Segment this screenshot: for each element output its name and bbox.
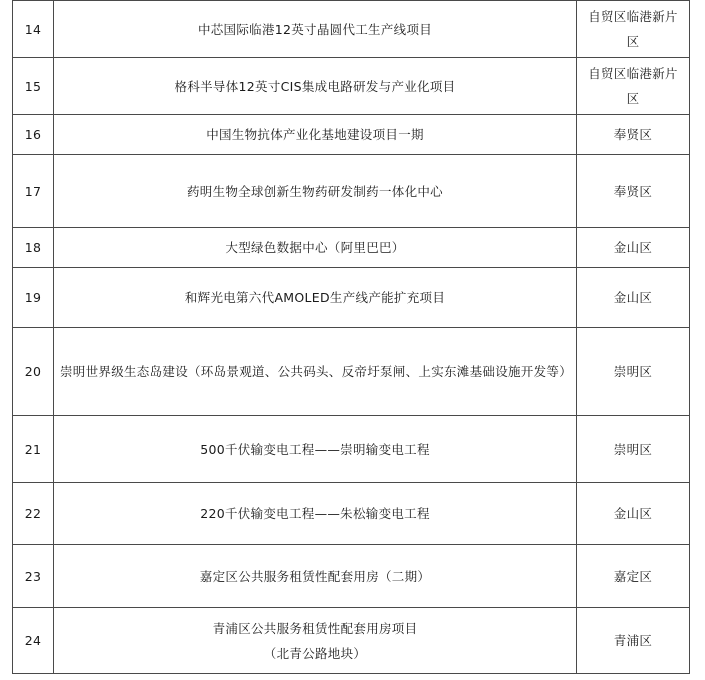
table-row xyxy=(13,416,690,483)
project-table xyxy=(12,0,690,674)
project-region: 崇明区 xyxy=(577,328,690,416)
table-row xyxy=(13,545,690,608)
row-number: 16 xyxy=(13,115,54,155)
table-row xyxy=(13,155,690,228)
project-name: 嘉定区公共服务租赁性配套用房（二期） xyxy=(54,545,577,608)
project-region: 嘉定区 xyxy=(577,545,690,608)
project-region: 崇明区 xyxy=(577,416,690,483)
project-region: 金山区 xyxy=(577,228,690,268)
table-row xyxy=(13,483,690,545)
table-row xyxy=(13,328,690,416)
project-name xyxy=(54,608,577,674)
project-name-line: （北青公路地块） xyxy=(263,645,367,661)
row-number: 24 xyxy=(13,608,54,674)
project-name: 和辉光电第六代AMOLED生产线产能扩充项目 xyxy=(54,268,577,328)
project-region: 自贸区临港新片区 xyxy=(577,58,690,115)
row-number: 14 xyxy=(13,1,54,58)
project-name: 崇明世界级生态岛建设（环岛景观道、公共码头、反帝圩泵闸、上实东滩基础设施开发等） xyxy=(54,328,577,416)
project-region: 金山区 xyxy=(577,268,690,328)
project-name: 500千伏输变电工程——崇明输变电工程 xyxy=(54,416,577,483)
table-row xyxy=(13,608,690,674)
table-row xyxy=(13,228,690,268)
project-region: 青浦区 xyxy=(577,608,690,674)
row-number: 20 xyxy=(13,328,54,416)
project-name: 中芯国际临港12英寸晶圆代工生产线项目 xyxy=(54,1,577,58)
project-name-line: 青浦区公共服务租赁性配套用房项目 xyxy=(212,620,418,636)
table-row xyxy=(13,58,690,115)
project-name: 格科半导体12英寸CIS集成电路研发与产业化项目 xyxy=(54,58,577,115)
table-row xyxy=(13,268,690,328)
table-row xyxy=(13,1,690,58)
project-name: 220千伏输变电工程——朱松输变电工程 xyxy=(54,483,577,545)
project-name: 中国生物抗体产业化基地建设项目一期 xyxy=(54,115,577,155)
row-number: 18 xyxy=(13,228,54,268)
project-name: 大型绿色数据中心（阿里巴巴） xyxy=(54,228,577,268)
row-number: 23 xyxy=(13,545,54,608)
row-number: 21 xyxy=(13,416,54,483)
project-region: 自贸区临港新片区 xyxy=(577,1,690,58)
row-number: 19 xyxy=(13,268,54,328)
project-region: 奉贤区 xyxy=(577,155,690,228)
table-row xyxy=(13,115,690,155)
row-number: 22 xyxy=(13,483,54,545)
project-region: 奉贤区 xyxy=(577,115,690,155)
project-region: 金山区 xyxy=(577,483,690,545)
project-name: 药明生物全球创新生物药研发制药一体化中心 xyxy=(54,155,577,228)
row-number: 15 xyxy=(13,58,54,115)
row-number: 17 xyxy=(13,155,54,228)
